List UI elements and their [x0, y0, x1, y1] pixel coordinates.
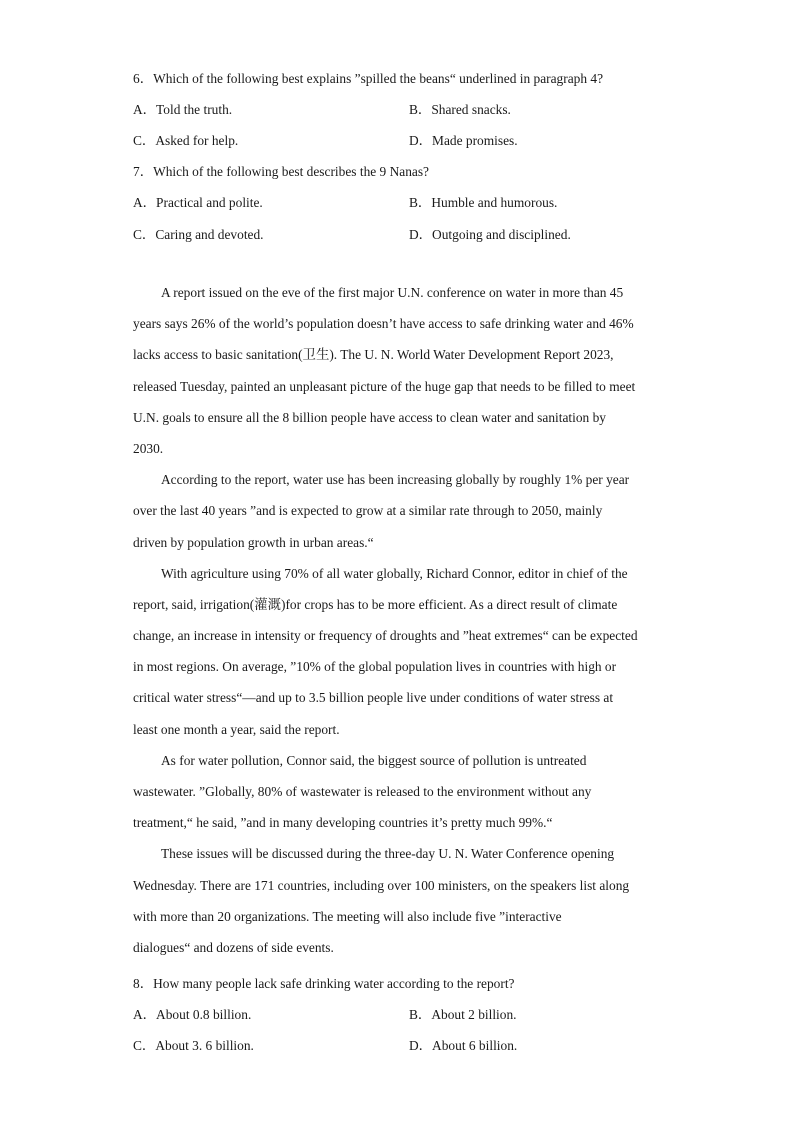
paragraph-1-line: 2030. [133, 440, 164, 456]
paragraph-3-line: least one month a year, said the report. [133, 721, 340, 737]
question-7-options-row-1 [133, 192, 673, 212]
paragraph-5-line: Wednesday. There are 171 countries, including over 100 ministers, on the speakers list along [133, 877, 630, 893]
question-8-option-b[interactable]: B．About 2 billion. [409, 1007, 517, 1022]
question-8-option-a[interactable]: A．About 0.8 billion. [133, 1007, 252, 1022]
question-8-option-d[interactable]: D．About 6 billion. [409, 1038, 518, 1053]
question-7-stem: 7．Which of the following best describes the 9 Nanas? [133, 164, 429, 179]
question-6-stem: 6．Which of the following best explains ”spilled the beans“ underlined in paragraph 4? [133, 71, 604, 86]
paragraph-2-line: over the last 40 years ”and is expected to grow at a similar rate through to 2050, mainly [133, 503, 603, 519]
paragraph-1-line: years says 26% of the world’s population doesn’t have access to safe drinking water and 46% [133, 316, 634, 332]
question-7-option-b[interactable]: B．Humble and humorous. [409, 195, 558, 210]
passage [133, 282, 663, 968]
question-7-option-a[interactable]: A．Practical and polite. [133, 195, 263, 210]
paragraph-4-line: treatment,“ he said, ”and in many developing countries it’s pretty much 99%.“ [133, 815, 553, 831]
paragraph-5-line: These issues will be discussed during the three-day U. N. Water Conference opening [161, 846, 615, 862]
paragraph-4-line: As for water pollution, Connor said, the biggest source of pollution is untreated [161, 752, 587, 768]
paragraph-3-line: With agriculture using 70% of all water globally, Richard Connor, editor in chief of the [161, 565, 628, 581]
question-8-options-row-1 [133, 1004, 673, 1024]
paragraph-1-line: released Tuesday, painted an unpleasant picture of the huge gap that needs to be filled to meet [133, 378, 636, 394]
question-8-options-row-2 [133, 1035, 673, 1055]
question-6-options-row-2 [133, 130, 673, 150]
paragraph-4-line: wastewater. ”Globally, 80% of wastewater is released to the environment without any [133, 784, 592, 799]
paragraph-5-line: dialogues“ and dozens of side events. [133, 939, 334, 955]
question-6-options-row-1 [133, 99, 673, 119]
question-6-option-a[interactable]: A．Told the truth. [133, 102, 233, 117]
paragraph-3-line: in most regions. On average, ”10% of the global population lives in countries with high or [133, 659, 617, 675]
paragraph-3-line: change, an increase in intensity or frequency of droughts and ”heat extremes“ can be expected [133, 628, 638, 644]
question-7-option-d[interactable]: D．Outgoing and disciplined. [409, 227, 571, 242]
paragraph-5-line: with more than 20 organizations. The meeting will also include five ”interactive [133, 908, 562, 924]
question-7-option-c[interactable]: C．Caring and devoted. [133, 227, 264, 242]
question-6-option-b[interactable]: B．Shared snacks. [409, 102, 511, 117]
question-7-options-row-2 [133, 224, 673, 244]
paragraph-1-line: U.N. goals to ensure all the 8 billion people have access to clean water and sanitation by [133, 409, 606, 425]
paragraph-1-line: A report issued on the eve of the first major U.N. conference on water in more than 45 [161, 285, 624, 300]
paragraph-3-line: report, said, irrigation(灌溉)for crops has to be more efficient. As a direct result of climate [133, 596, 618, 612]
paragraph-1-line: lacks access to basic sanitation(卫生). The U. N. World Water Development Report 2023, [133, 347, 614, 363]
question-6-option-c[interactable]: C．Asked for help. [133, 133, 239, 148]
paragraph-3-line: critical water stress“—and up to 3.5 billion people live under conditions of water stress at [133, 690, 614, 706]
question-8-option-c[interactable]: C．About 3. 6 billion. [133, 1038, 254, 1053]
paragraph-2-line: driven by population growth in urban areas.“ [133, 534, 374, 550]
question-8-stem: 8．How many people lack safe drinking water according to the report? [133, 976, 515, 991]
paragraph-2-line: According to the report, water use has been increasing globally by roughly 1% per year [161, 472, 630, 488]
question-6-option-d[interactable]: D．Made promises. [409, 133, 518, 148]
